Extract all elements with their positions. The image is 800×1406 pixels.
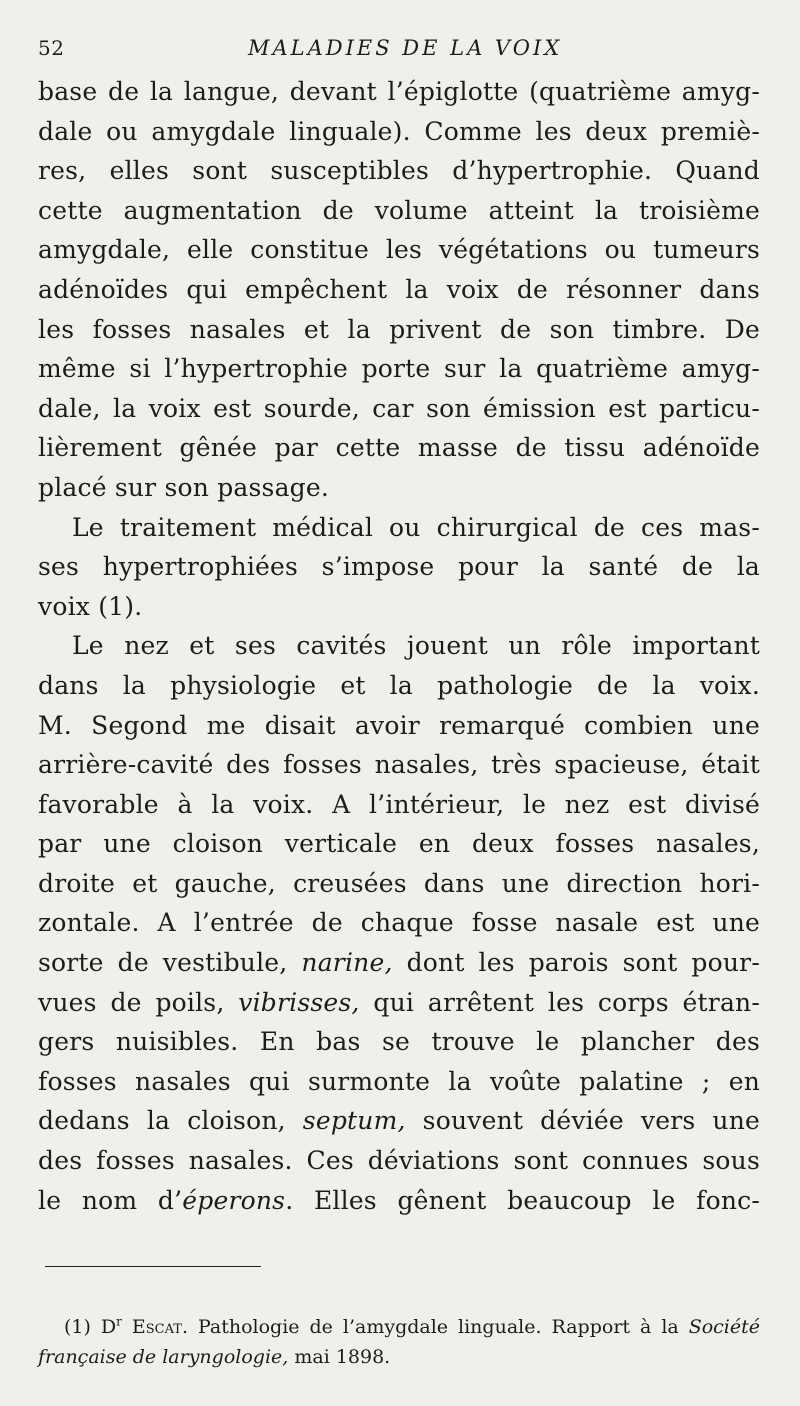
text-line [38, 1181, 760, 1221]
text-line: même si l’hypertrophie porte sur la quatrième amyg- [38, 354, 760, 384]
text-line: dale, la voix est sourde, car son émission est particu- [38, 393, 760, 423]
footnote-marker-superscript: r [116, 1314, 122, 1329]
text-line: Le traitement médical ou chirurgical de ces mas- [72, 512, 760, 542]
footnote-line [38, 1312, 760, 1342]
text-line: arrière-cavité des fosses nasales, très spacieuse, était [38, 750, 760, 780]
text-line: droite et gauche, creusées dans une direction hori- [38, 868, 760, 898]
text-segment: sorte de vestibule, [38, 948, 302, 978]
text-line: les fosses nasales et la privent de son timbre. De [38, 314, 760, 344]
text-segment: dont les parois sont pour- [392, 948, 760, 978]
text-line [38, 1101, 760, 1141]
page-number: 52 [38, 36, 65, 60]
text-line: M. Segond me disait avoir remarqué combien une [38, 710, 760, 740]
text-segment: qui arrêtent les corps étran- [359, 987, 760, 1017]
text-line [38, 943, 760, 983]
italic-term-narine: narine, [301, 948, 393, 978]
text-line: gers nuisibles. En bas se trouve le plancher des [38, 1027, 760, 1057]
text-line: amygdale, elle constitue les végétations ou tumeurs [38, 235, 760, 265]
text-line: dans la physiologie et la pathologie de la voix. [38, 670, 760, 700]
text-line: favorable à la voix. A l’intérieur, le nez est divisé [38, 789, 760, 819]
text-line: fosses nasales qui surmonte la voûte palatine ; en [38, 1066, 760, 1096]
text-segment: souvent déviée vers une [405, 1106, 760, 1136]
body-text [38, 72, 760, 1220]
text-segment: vues de poils, [38, 987, 239, 1017]
italic-term-vibrisses: vibrisses, [238, 987, 360, 1017]
footnote-line [38, 1342, 760, 1372]
text-line: voix (1). [38, 591, 143, 621]
running-title: MALADIES DE LA VOIX [248, 36, 563, 60]
text-line: res, elles sont susceptibles d’hypertrophie. Quand [38, 156, 760, 186]
text-line: placé sur son passage. [38, 472, 330, 502]
text-segment: . Elles gênent beaucoup le fonc- [285, 1185, 760, 1215]
text-line [38, 983, 760, 1023]
italic-term-septum: septum, [302, 1106, 406, 1136]
text-line: Le nez et ses cavités jouent un rôle important [72, 631, 760, 661]
footnote-text: . Pathologie de l’amygdale linguale. Rapport à la [181, 1316, 689, 1338]
italic-term-eperons: éperons [182, 1185, 286, 1215]
text-line: base de la langue, devant l’épiglotte (quatrième amyg- [38, 77, 760, 106]
text-line: adénoïdes qui empêchent la voix de résonner dans [38, 274, 760, 304]
text-segment: dedans la cloison, [38, 1106, 303, 1136]
footnote-author: Escat [131, 1316, 182, 1338]
text-line: par une cloison verticale en deux fosses nasales, [38, 829, 760, 859]
text-line: lièrement gênée par cette masse de tissu adénoïde [38, 433, 760, 463]
footnote-date: mai 1898. [288, 1346, 391, 1368]
footnote [38, 1312, 760, 1372]
footnote-marker: (1) D [64, 1316, 117, 1338]
footnote-separator [45, 1266, 261, 1267]
text-line: zontale. A l’entrée de chaque fosse nasale est une [38, 908, 760, 938]
text-line: des fosses nasales. Ces déviations sont connues sous [38, 1146, 760, 1176]
footnote-italic: française de laryngologie, [38, 1346, 289, 1368]
text-line: dale ou amygdale linguale). Comme les deux premiè- [38, 116, 760, 146]
page-header [38, 36, 758, 64]
text-line: ses hypertrophiées s’impose pour la santé de la [38, 552, 760, 582]
footnote-italic: Société [688, 1316, 760, 1338]
text-line: cette augmentation de volume atteint la troisième [38, 195, 760, 225]
text-segment: le nom d’ [38, 1185, 183, 1215]
